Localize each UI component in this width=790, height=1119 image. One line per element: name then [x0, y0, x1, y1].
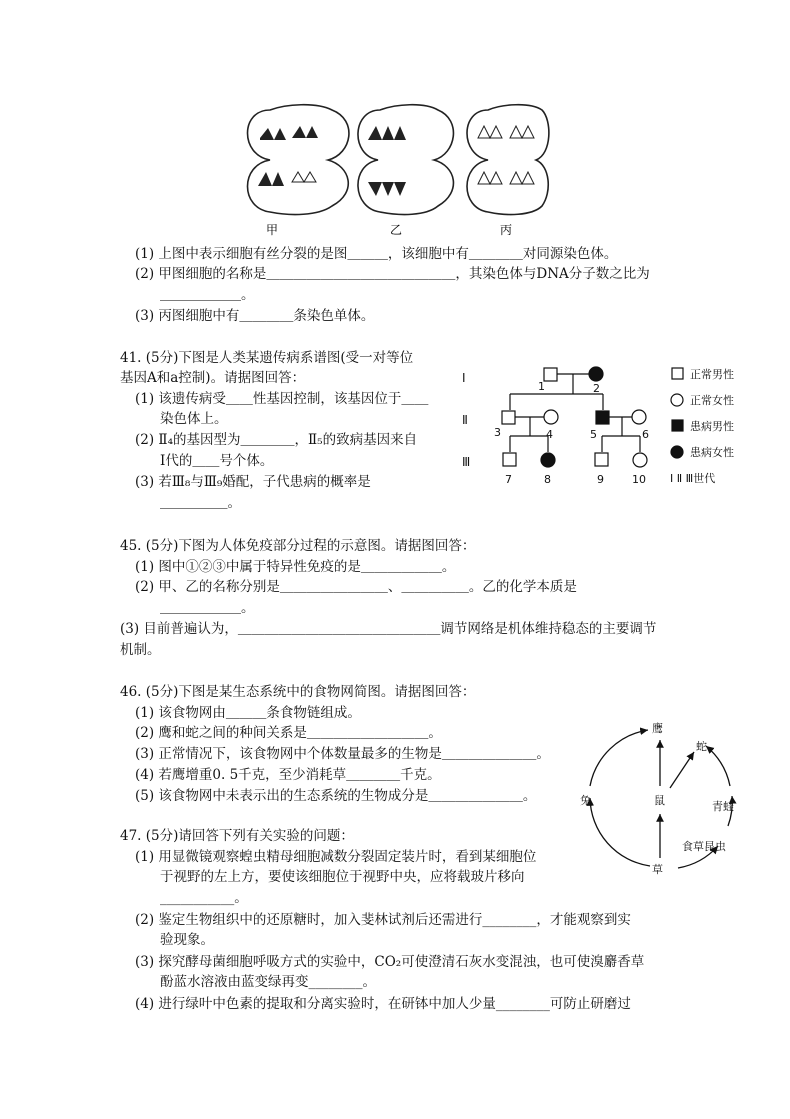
individual-number-7: 7 — [505, 473, 512, 486]
individual-3-square — [502, 411, 515, 424]
generation-label-2: Ⅱ — [462, 413, 468, 427]
organism-snake: 蛇 — [696, 740, 707, 753]
legend-normal-female-circle — [671, 394, 683, 406]
organism-eagle: 鹰 — [652, 722, 663, 735]
q45-sub1: (1) 图中①②③中属于特异性免疫的是＿＿＿＿＿＿。 — [135, 559, 456, 575]
individual-number-8: 8 — [544, 473, 551, 486]
cell-question-2a: (2) 甲图细胞的名称是＿＿＿＿＿＿＿＿＿＿＿＿＿＿，其染色体与DNA分子数之比为 — [135, 266, 650, 282]
individual-1-square — [544, 368, 557, 381]
q41-sub1-a: (1) 该遗传病受＿＿性基因控制，该基因位于＿＿ — [135, 391, 429, 407]
organism-frog: 青蛙 — [712, 800, 734, 813]
individual-number-2: 2 — [593, 382, 600, 395]
individual-2-circle — [589, 367, 603, 381]
q45-sub3-b: 机制。 — [120, 642, 161, 658]
q41-sub3-b: ＿＿＿＿＿。 — [160, 495, 241, 511]
generation-label-1: Ⅰ — [462, 371, 466, 385]
individual-number-1: 1 — [538, 380, 545, 393]
organism-mouse: 鼠 — [654, 794, 665, 807]
cell-label-yi: 乙 — [390, 223, 403, 237]
individual-7-square — [503, 453, 516, 466]
cell-division-figure — [240, 100, 550, 240]
individual-5-square — [596, 411, 609, 424]
q47-sub2-a: (2) 鉴定生物组织中的还原糖时，加入斐林试剂后还需进行________，才能观察到实 — [135, 912, 631, 928]
q45-sub3-a: (3) 目前普遍认为，＿＿＿＿＿＿＿＿＿＿＿＿＿＿＿调节网络是机体维持稳态的主要调节 — [120, 621, 657, 637]
q41-sub2-a: (2) Ⅱ₄的基因型为＿＿＿＿，Ⅱ₅的致病基因来自 — [135, 432, 418, 448]
legend-affected-male: 患病男性 — [690, 420, 734, 433]
q45-heading: 45. (5分)下图为人体免疫部分过程的示意图。请据图回答： — [120, 538, 476, 554]
q47-sub2-b: 验现象。 — [160, 932, 214, 948]
individual-4-circle — [544, 410, 558, 424]
organism-rabbit: 兔 — [580, 794, 591, 807]
individual-9-square — [595, 453, 608, 466]
individual-8-circle — [541, 453, 555, 467]
individual-10-circle — [633, 453, 647, 467]
individual-number-6: 6 — [642, 428, 649, 441]
individual-number-4: 4 — [546, 428, 553, 441]
legend-normal-male-square — [672, 368, 683, 379]
individual-number-10: 10 — [632, 473, 646, 486]
cell-question-1: (1) 上图中表示细胞有丝分裂的是图＿＿＿，该细胞中有＿＿＿＿对同源染色体。 — [135, 246, 618, 262]
organism-insect: 食草昆虫 — [682, 840, 726, 853]
q46-sub2: (2) 鹰和蛇之间的种间关系是＿＿＿＿＿＿＿＿＿。 — [135, 725, 442, 741]
individual-6-circle — [632, 410, 646, 424]
organism-grass: 草 — [652, 863, 663, 876]
q46-heading: 46. (5分)下图是某生态系统中的食物网简图。请据图回答： — [120, 684, 476, 700]
cell-label-jia: 甲 — [266, 223, 279, 237]
legend-affected-female-circle — [671, 446, 683, 458]
q41-sub1-b: 染色体上。 — [160, 411, 228, 427]
food-web-diagram — [578, 718, 748, 876]
legend-generations: Ⅰ Ⅱ Ⅲ世代 — [670, 472, 716, 485]
cell-label-bing: 丙 — [500, 223, 513, 237]
q41-heading-a: 41. (5分)下图是人类某遗传病系谱图(受一对等位 — [120, 350, 414, 366]
cell-question-3: (3) 丙图细胞中有＿＿＿＿条染色单体。 — [135, 308, 375, 324]
individual-number-3: 3 — [494, 426, 501, 439]
legend-normal-male: 正常男性 — [690, 368, 734, 381]
legend-affected-female: 患病女性 — [690, 446, 734, 459]
q45-sub2-b: ＿＿＿＿＿＿。 — [160, 600, 255, 616]
cell-question-2b: ＿＿＿＿＿＿。 — [160, 287, 255, 303]
q46-sub5: (5) 该食物网中未表示出的生态系统的生物成分是＿＿＿＿＿＿＿。 — [135, 788, 537, 804]
q47-sub1-c: ___________。 — [160, 890, 248, 906]
q41-sub2-b: Ⅰ代的＿＿号个体。 — [160, 453, 274, 469]
q47-heading: 47. (5分)请回答下列有关实验的问题： — [120, 828, 354, 844]
generation-label-3: Ⅲ — [462, 455, 471, 469]
q46-sub3: (3) 正常情况下，该食物网中个体数量最多的生物是＿＿＿＿＿＿＿。 — [135, 746, 550, 762]
q45-sub2-a: (2) 甲、乙的名称分别是＿＿＿＿＿＿＿＿、＿＿＿＿＿。乙的化学本质是 — [135, 579, 577, 595]
legend-normal-female: 正常女性 — [690, 394, 734, 407]
pedigree-chart — [460, 358, 760, 494]
legend-affected-male-square — [672, 420, 683, 431]
q41-sub3-a: (3) 若Ⅲ₈与Ⅲ₉婚配，子代患病的概率是 — [135, 474, 371, 490]
q47-sub1-b: 于视野的左上方，要使该细胞位于视野中央，应将载玻片移向 — [160, 869, 525, 885]
individual-number-9: 9 — [597, 473, 604, 486]
q46-sub1: (1) 该食物网由＿＿＿条食物链组成。 — [135, 705, 361, 721]
q47-sub4-a: (4) 进行绿叶中色素的提取和分离实验时，在研钵中加人少量________可防止研磨过 — [135, 996, 631, 1012]
individual-number-5: 5 — [590, 428, 597, 441]
q47-sub3-b: 酚蓝水溶液由蓝变绿再变________。 — [160, 974, 376, 990]
q47-sub1-a: (1) 用显微镜观察蝗虫精母细胞减数分裂固定装片时，看到某细胞位 — [135, 849, 537, 865]
q46-sub4: (4) 若鹰增重0. 5千克，至少消耗草＿＿＿＿千克。 — [135, 767, 441, 783]
q47-sub3-a: (3) 探究酵母菌细胞呼吸方式的实验中，CO₂可使澄清石灰水变混浊，也可使溴麝香草 — [135, 954, 645, 970]
q41-heading-b: 基因A和a控制)。请据图回答： — [120, 370, 306, 386]
